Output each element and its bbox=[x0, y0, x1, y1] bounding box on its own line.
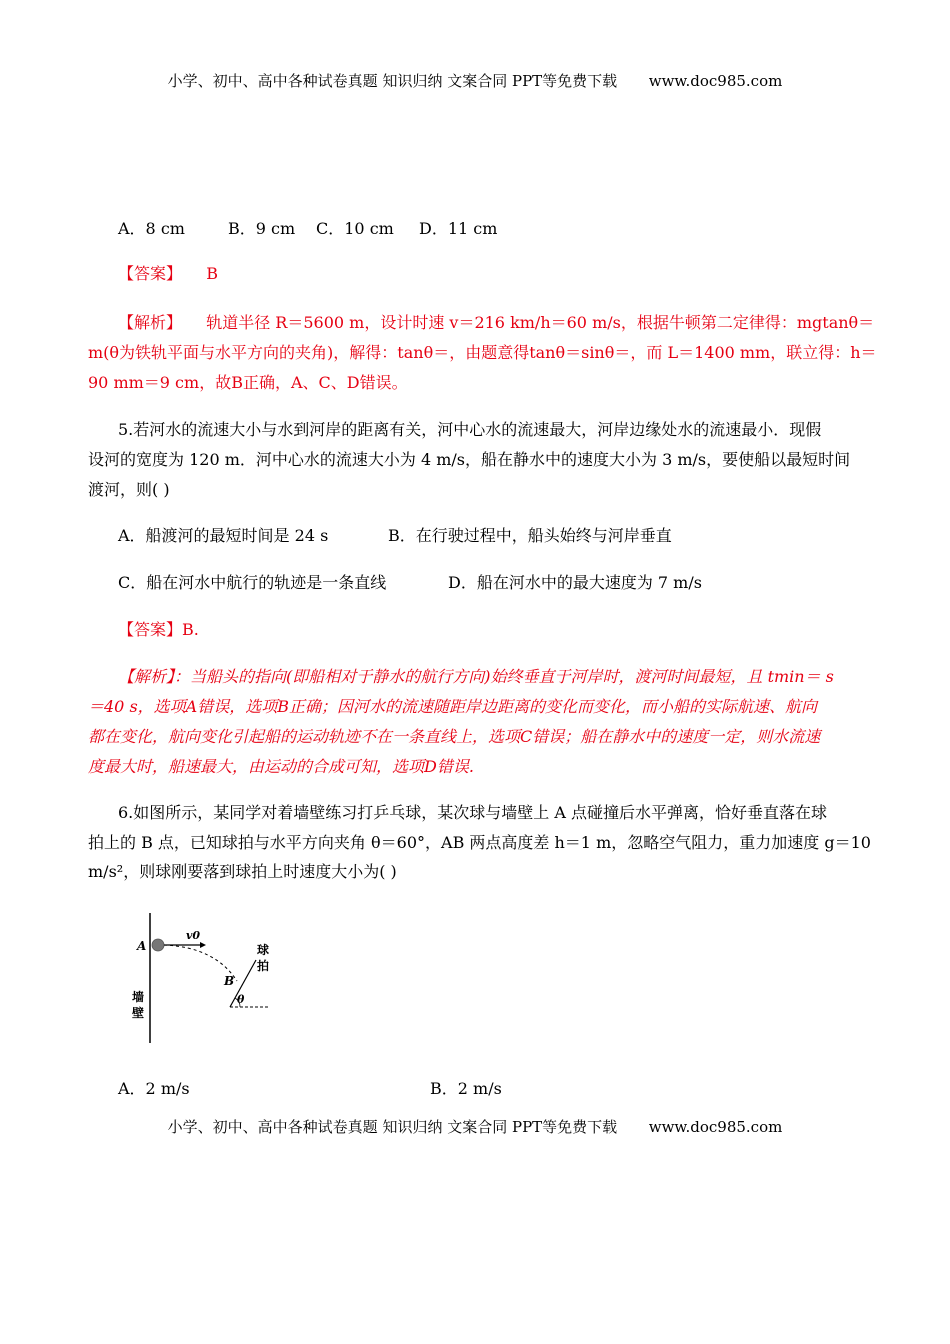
q6-option-a: A．2 m/s bbox=[118, 1079, 190, 1098]
q5-option-c: C．船在河水中航行的轨迹是一条直线 bbox=[118, 573, 387, 592]
ball-icon bbox=[152, 939, 164, 951]
footer-text: 小学、初中、高中各种试卷真题 知识归纳 文案合同 PPT等免费下载 bbox=[167, 1118, 618, 1136]
q5-option-a: A．船渡河的最短时间是 24 s bbox=[118, 526, 329, 545]
q4-answer bbox=[118, 264, 218, 284]
q4-analysis-line-1 bbox=[118, 313, 874, 333]
q6-stem-line-1: 6.如图所示，某同学对着墙壁练习打乒乓球，某次球与墙壁上 A 点碰撞后水平弹离，恰好垂直落在球 bbox=[118, 803, 827, 822]
page-header bbox=[0, 70, 950, 91]
label-theta: θ bbox=[237, 993, 245, 1006]
q4-option-c: C．10 cm bbox=[316, 219, 394, 238]
q5-answer: 【答案】B. bbox=[118, 620, 199, 639]
q5-option-b: B．在行驶过程中，船头始终与河岸垂直 bbox=[388, 526, 672, 545]
page-footer bbox=[0, 1116, 950, 1137]
q6-option-b: B．2 m/s bbox=[430, 1079, 502, 1098]
q6-stem-line-2: 拍上的 B 点，已知球拍与水平方向夹角 θ＝60°，AB 两点高度差 h＝1 m，忽略空气阻力，重力加速度 g＝10 bbox=[88, 833, 871, 852]
q5-analysis-line-2: ＝40 s，选项A错误，选项B正确；因河水的流速随距岸边距离的变化而变化，而小船的实际航速、航向 bbox=[88, 697, 817, 716]
label-b: B bbox=[224, 974, 235, 988]
label-wall-1: 墙 bbox=[132, 990, 145, 1004]
q4-analysis-text-1: 轨道半径 R＝5600 m，设计时速 v＝216 km/h＝60 m/s，根据牛顿第二定律得：mgtanθ＝ bbox=[206, 313, 875, 332]
q5-stem-line-3: 渡河，则( ) bbox=[88, 480, 170, 499]
q5-analysis-line-1: 【解析】：当船头的指向(即船相对于静水的航行方向)始终垂直于河岸时，渡河时间最短，且 tmin＝ s bbox=[118, 667, 834, 686]
header-text: 小学、初中、高中各种试卷真题 知识归纳 文案合同 PPT等免费下载 bbox=[167, 72, 618, 90]
q4-option-b: B．9 cm bbox=[228, 219, 296, 238]
q4-answer-label: 【答案】 bbox=[118, 264, 183, 283]
header-url: www.doc985.com bbox=[648, 72, 783, 90]
q5-analysis-line-4: 度最大时，船速最大，由运动的合成可知，选项D错误. bbox=[88, 757, 474, 776]
q4-analysis-label: 【解析】 bbox=[118, 313, 183, 332]
q4-options bbox=[118, 219, 497, 239]
q5-analysis-line-3: 都在变化，航向变化引起船的运动轨迹不在一条直线上，选项C错误；船在静水中的速度一定，则水流速 bbox=[88, 727, 821, 746]
footer-url: www.doc985.com bbox=[648, 1118, 783, 1136]
q4-analysis-line-3: 90 mm＝9 cm，故B正确，A、C、D错误。 bbox=[88, 373, 408, 392]
q5-option-d: D．船在河水中的最大速度为 7 m/s bbox=[448, 573, 702, 592]
label-a: A bbox=[137, 939, 147, 953]
q6-stem-line-3: m/s²，则球刚要落到球拍上时速度大小为( ) bbox=[88, 862, 397, 881]
q4-option-a: A．8 cm bbox=[118, 219, 185, 238]
velocity-arrowhead bbox=[200, 942, 206, 948]
q4-answer-value: B bbox=[206, 264, 218, 283]
q4-option-d: D．11 cm bbox=[419, 219, 498, 238]
q6-figure bbox=[120, 905, 290, 1050]
q4-analysis-line-2: m(θ为铁轨平面与水平方向的夹角)，解得：tanθ＝，由题意得tanθ＝sinθ＝，而 L＝1400 mm，联立得：h＝ bbox=[88, 343, 877, 362]
q5-stem-line-1: 5.若河水的流速大小与水到河岸的距离有关，河中心水的流速最大，河岸边缘处水的流速最小．现假 bbox=[118, 420, 822, 439]
label-wall-2: 壁 bbox=[132, 1006, 145, 1020]
label-racket-1: 球 bbox=[257, 943, 270, 957]
label-racket-2: 拍 bbox=[257, 959, 270, 973]
label-v0: v0 bbox=[186, 929, 201, 942]
q5-stem-line-2: 设河的宽度为 120 m．河中心水的流速大小为 4 m/s，船在静水中的速度大小为 3 m/s，要使船以最短时间 bbox=[88, 450, 851, 469]
